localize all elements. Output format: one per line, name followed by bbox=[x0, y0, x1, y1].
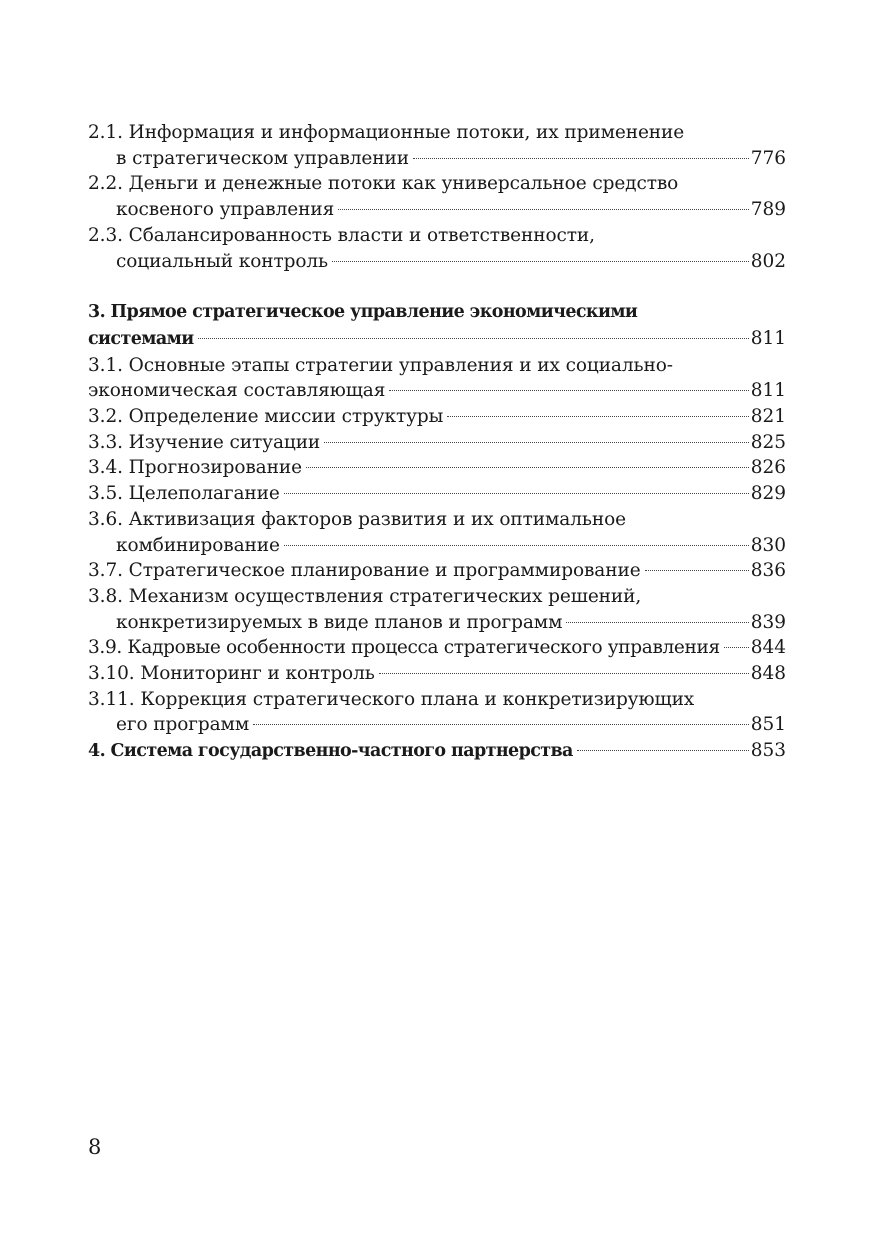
toc-entry[interactable] bbox=[88, 481, 786, 507]
dot-leader bbox=[724, 647, 749, 648]
toc-entry-page: 844 bbox=[750, 637, 786, 659]
toc-entry[interactable] bbox=[88, 353, 786, 404]
toc-entry-title-cont: косвеного управления bbox=[116, 199, 335, 221]
toc-entry-title: 3.2. Определение миссии структуры bbox=[88, 406, 444, 428]
toc-entry-page: 839 bbox=[750, 611, 786, 633]
toc-entry[interactable] bbox=[88, 455, 786, 481]
toc-entry[interactable] bbox=[88, 171, 786, 222]
toc-entry[interactable] bbox=[88, 635, 786, 661]
toc-entry-title: 3.11. Коррекция стратегического плана и конкретизирующих bbox=[88, 688, 695, 710]
toc-entry-title: 3.8. Механизм осуществления стратегических решений, bbox=[88, 585, 642, 607]
dot-leader bbox=[306, 467, 749, 468]
toc-section-title: 3. Прямое стратегическое управление экономическими bbox=[88, 302, 638, 323]
toc-entry-title: 2.3. Сбалансированность власти и ответственности, bbox=[88, 224, 595, 246]
toc-entry-title-cont: комбинирование bbox=[116, 534, 280, 556]
dot-leader bbox=[389, 390, 748, 391]
dot-leader bbox=[253, 724, 749, 725]
toc-entry-page: 851 bbox=[750, 714, 786, 736]
toc-entry[interactable] bbox=[88, 404, 786, 430]
page-number: 8 bbox=[88, 1135, 102, 1159]
toc-entry-page: 821 bbox=[750, 406, 786, 428]
toc-entry-page: 836 bbox=[750, 560, 786, 582]
toc-entry-title: 3.6. Активизация факторов развития и их оптимальное bbox=[88, 508, 626, 530]
toc-entry[interactable] bbox=[88, 430, 786, 456]
toc-entry-title-cont: социальный контроль bbox=[116, 250, 329, 272]
toc-entry[interactable] bbox=[88, 120, 786, 171]
toc-entry-page: 811 bbox=[750, 380, 786, 402]
toc-entry[interactable] bbox=[88, 661, 786, 687]
dot-leader bbox=[379, 673, 749, 674]
dot-leader bbox=[338, 209, 749, 210]
toc-entry-title-cont: экономическая составляющая bbox=[88, 380, 386, 402]
toc-entry-page: 802 bbox=[750, 250, 786, 272]
dot-leader bbox=[324, 442, 749, 443]
toc-entry-title: 3.9. Кадровые особенности процесса стратегического управления bbox=[88, 637, 720, 659]
toc-section-entry[interactable] bbox=[88, 738, 786, 765]
dot-leader bbox=[284, 545, 749, 546]
dot-leader bbox=[198, 338, 749, 339]
toc-entry-page: 789 bbox=[750, 199, 786, 221]
toc-entry-page: 829 bbox=[750, 483, 786, 505]
dot-leader bbox=[413, 158, 749, 159]
toc-entry-page: 825 bbox=[750, 431, 786, 453]
toc-entry-page: 853 bbox=[750, 740, 786, 762]
table-of-contents bbox=[88, 120, 786, 765]
toc-entry-page: 848 bbox=[750, 663, 786, 685]
toc-entry-title: 3.1. Основные этапы стратегии управления и их социально- bbox=[88, 354, 673, 376]
dot-leader bbox=[332, 261, 749, 262]
toc-entry-page: 776 bbox=[750, 147, 786, 169]
dot-leader bbox=[645, 570, 749, 571]
toc-section-title-cont: системами bbox=[88, 328, 194, 349]
toc-entry-title: 3.4. Прогнозирование bbox=[88, 457, 302, 479]
toc-entry-title-cont: его программ bbox=[116, 714, 250, 736]
toc-entry-title: 3.7. Стратегическое планирование и программирование bbox=[88, 560, 641, 582]
toc-entry-title-cont: конкретизируемых в виде планов и программ bbox=[116, 611, 563, 633]
toc-entry-title: 3.5. Целеполагание bbox=[88, 483, 280, 505]
dot-leader bbox=[284, 493, 749, 494]
toc-entry-page: 830 bbox=[750, 534, 786, 556]
toc-entry-title: 2.2. Деньги и денежные потоки как универсальное средство bbox=[88, 173, 679, 195]
toc-entry[interactable] bbox=[88, 223, 786, 274]
toc-section-title: 4. Система государственно-частного партнерства bbox=[88, 741, 573, 762]
toc-entry-title-cont: в стратегическом управлении bbox=[116, 147, 409, 169]
toc-entry[interactable] bbox=[88, 507, 786, 558]
dot-leader bbox=[577, 750, 749, 751]
toc-entry-title: 3.3. Изучение ситуации bbox=[88, 431, 321, 453]
toc-entry-title: 2.1. Информация и информационные потоки, их применение bbox=[88, 122, 685, 143]
toc-entry[interactable] bbox=[88, 558, 786, 584]
dot-leader bbox=[447, 416, 748, 417]
toc-entry-title: 3.10. Мониторинг и контроль bbox=[88, 663, 375, 685]
toc-entry[interactable] bbox=[88, 687, 786, 738]
toc-entry-page: 826 bbox=[750, 457, 786, 479]
toc-entry[interactable] bbox=[88, 584, 786, 635]
toc-section-entry[interactable] bbox=[88, 300, 786, 352]
toc-entry-page: 811 bbox=[750, 327, 786, 349]
dot-leader bbox=[566, 622, 748, 623]
